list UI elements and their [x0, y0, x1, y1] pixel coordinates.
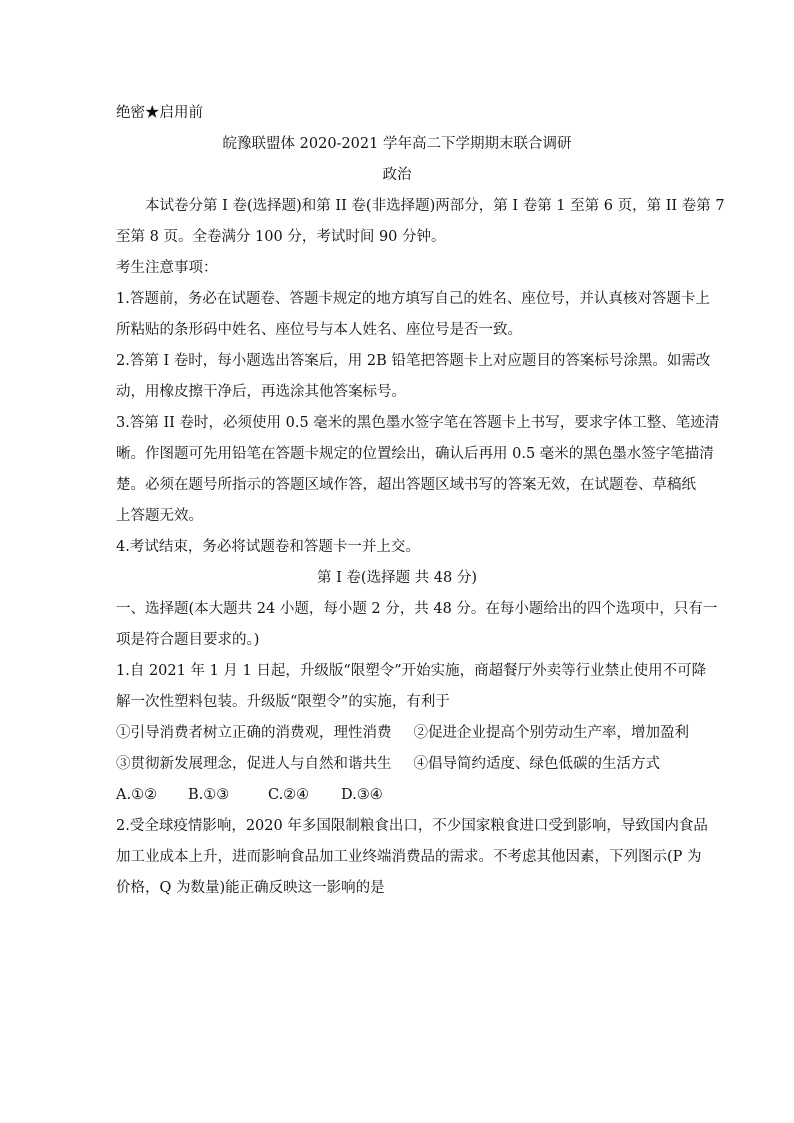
question-1-choice-d: D.③④ — [341, 787, 383, 803]
question-1-stem-line: 解一次性塑料包装。升级版“限塑令”的实施，有利于 — [116, 694, 450, 710]
note-line: 晰。作图题可先用铅笔在答题卡规定的位置绘出，确认后再用 0.5 毫米的黑色墨水签字笔描清 — [116, 446, 714, 462]
intro-line-2: 至第 8 页。全卷满分 100 分，考试时间 90 分钟。 — [116, 229, 446, 245]
question-1-option-1: ①引导消费者树立正确的消费观，理性消费 — [116, 725, 392, 741]
section-instruction-line: 项是符合题目要求的。) — [116, 632, 260, 648]
note-line: 2.答第 I 卷时，每小题选出答案后，用 2B 铅笔把答题卡上对应题目的答案标号涂黑。如需改 — [116, 353, 711, 369]
section-instruction-line: 一、选择题(本大题共 24 小题，每小题 2 分，共 48 分。在每小题给出的四个选项中，只有一 — [116, 601, 718, 617]
note-line: 3.答第 II 卷时，必须使用 0.5 毫米的黑色墨水签字笔在答题卡上书写，要求字体工整、笔迹清 — [116, 415, 720, 431]
question-2-stem-line: 2.受全球疫情影响，2020 年多国限制粮食出口，不少国家粮食进口受到影响，导致国内食品 — [116, 818, 708, 834]
question-1-option-3: ③贯彻新发展理念，促进人与自然和谐共生 — [116, 756, 392, 772]
question-2-stem-line: 价格，Q 为数量)能正确反映这一影响的是 — [116, 880, 385, 896]
question-1-stem-line: 1.自 2021 年 1 月 1 日起，升级版“限塑令”开始实施，商超餐厅外卖等行业禁止使用不可降 — [116, 663, 707, 679]
section-title: 第 I 卷(选择题 共 48 分) — [316, 570, 478, 586]
question-1-option-2: ②促进企业提高个别劳动生产率，增加盈利 — [413, 725, 689, 741]
note-line: 4.考试结束，务必将试题卷和答题卡一并上交。 — [116, 539, 420, 555]
question-2-stem-line: 加工业成本上升，进而影响食品加工业终端消费品的需求。不考虑其他因素，下列图示(P 为 — [116, 849, 702, 865]
subject-title: 政治 — [382, 167, 412, 183]
notes-heading: 考生注意事项： — [116, 260, 218, 276]
question-1-choice-c: C.②④ — [268, 787, 310, 803]
question-1-choice-a: A.①② — [116, 787, 158, 803]
question-1-options-row-2 — [116, 755, 660, 773]
note-line: 楚。必须在题号所指示的答题区域作答，超出答题区域书写的答案无效，在试题卷、草稿纸 — [116, 477, 696, 493]
note-line: 动，用橡皮擦干净后，再选涂其他答案标号。 — [116, 384, 406, 400]
question-1-choice-b: B.①③ — [188, 787, 230, 803]
question-1-answer-choices — [116, 786, 383, 804]
intro-line-1: 本试卷分第 I 卷(选择题)和第 II 卷(非选择题)两部分，第 I 卷第 1 至第 6 页，第 II 卷第 7 — [145, 198, 725, 214]
note-line: 1.答题前，务必在试题卷、答题卡规定的地方填写自己的姓名、座位号，并认真核对答题卡上 — [116, 291, 710, 307]
note-line: 所粘贴的条形码中姓名、座位号与本人姓名、座位号是否一致。 — [116, 322, 522, 338]
question-1-option-4: ④倡导简约适度、绿色低碳的生活方式 — [413, 756, 660, 772]
confidential-mark: 绝密★启用前 — [116, 105, 203, 121]
question-1-options-row-1 — [116, 724, 689, 742]
note-line: 上答题无效。 — [116, 508, 203, 524]
exam-title: 皖豫联盟体 2020-2021 学年高二下学期期末联合调研 — [222, 136, 572, 152]
